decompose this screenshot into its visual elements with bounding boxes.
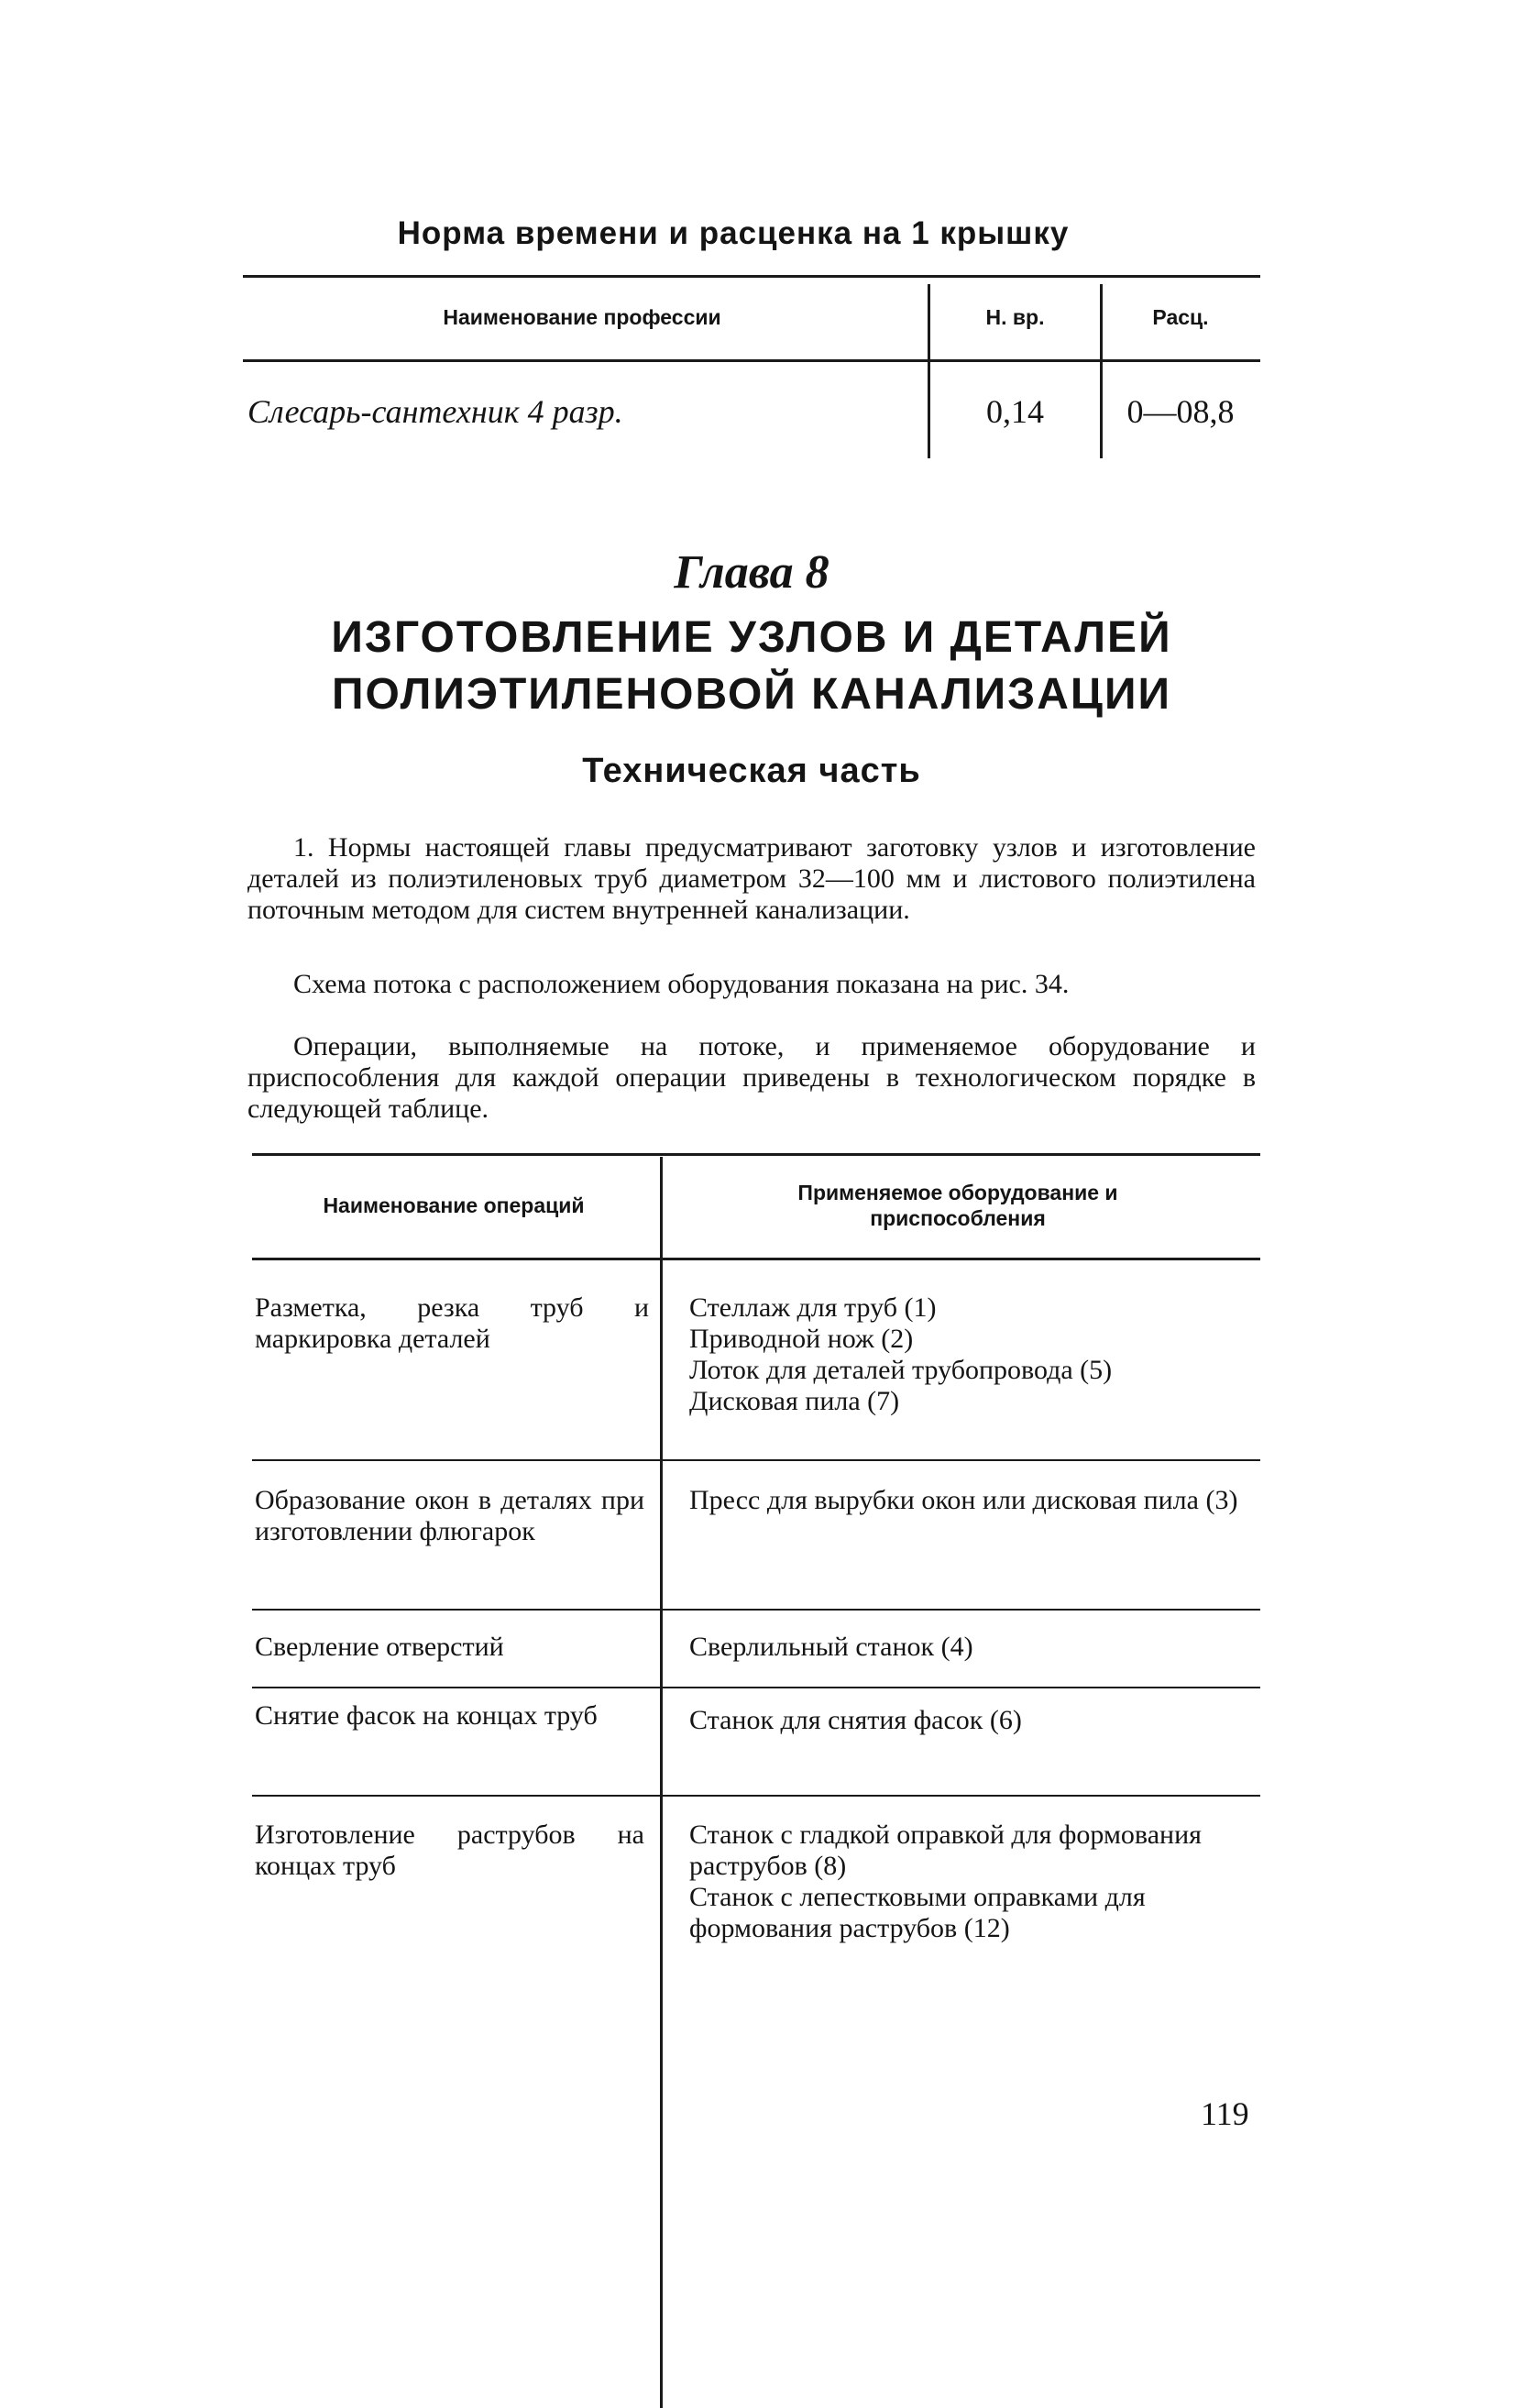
ops-table-header-rule bbox=[252, 1258, 1260, 1260]
ops-row-5-equipment-item: Станок с гладкой оправкой для формования раструбов (8) bbox=[689, 1820, 1202, 1881]
ops-table-top-rule bbox=[252, 1153, 1260, 1156]
norm-cell-profession: Слесарь-сантехник 4 разр. bbox=[247, 393, 623, 430]
paragraph-2: Схема потока с расположением оборудования показана на рис. 34. bbox=[293, 969, 1070, 999]
ops-row-rule bbox=[252, 1459, 1260, 1461]
ops-row-4-equipment bbox=[689, 1705, 1276, 1736]
ops-row-1-equipment-item: Дисковая пила (7) bbox=[689, 1386, 900, 1416]
ops-row-5-equipment bbox=[689, 1820, 1258, 1944]
ops-row-2-equipment-item: Пресс для вырубки окон или дисковая пила (3) bbox=[689, 1485, 1238, 1515]
paragraph-1: 1. Нормы настоящей главы предусматривают заготовку узлов и изготовление деталей из полиэтиленовых труб диаметром 32—100 мм и листового полиэтилена поточным методом для систем внутренней канализации. bbox=[247, 832, 1256, 925]
ops-header-equipment: Применяемое оборудование и приспособления bbox=[797, 1181, 1118, 1230]
chapter-title bbox=[243, 610, 1260, 723]
norm-header-time: Н. вр. bbox=[985, 305, 1045, 329]
ops-row-2-operation: Образование окон в деталях при изготовлении флюгарок bbox=[255, 1485, 644, 1546]
norm-cell-time: 0,14 bbox=[986, 393, 1044, 430]
norm-header-rate: Расц. bbox=[1152, 305, 1209, 329]
ops-table-col-divider bbox=[660, 1157, 663, 2408]
norm-cell-rate: 0—08,8 bbox=[1126, 393, 1235, 430]
ops-row-1-equipment-item: Приводной нож (2) bbox=[689, 1324, 914, 1354]
norm-table-top-rule bbox=[243, 275, 1260, 278]
ops-row-1-equipment bbox=[689, 1292, 1276, 1417]
norm-table-header-rule bbox=[243, 359, 1260, 362]
ops-row-5-operation: Изготовление раструбов на концах труб bbox=[255, 1820, 644, 1881]
ops-row-5-equipment-item: Станок с лепестковыми оправками для формования раструбов (12) bbox=[689, 1882, 1146, 1943]
page-number: 119 bbox=[1201, 2095, 1249, 2132]
ops-row-1-equipment-item: Лоток для деталей трубопровода (5) bbox=[689, 1355, 1113, 1385]
ops-row-1-operation: Разметка, резка труб и маркировка деталей bbox=[255, 1292, 649, 1354]
chapter-label: Глава 8 bbox=[674, 546, 829, 599]
ops-row-3-equipment-item: Сверлильный станок (4) bbox=[689, 1632, 973, 1662]
ops-row-rule bbox=[252, 1795, 1260, 1797]
ops-row-rule bbox=[252, 1687, 1260, 1688]
ops-header-operation: Наименование операций bbox=[323, 1193, 585, 1217]
ops-row-1-equipment-item: Стеллаж для труб (1) bbox=[689, 1292, 937, 1323]
ops-row-4-equipment-item: Станок для снятия фасок (6) bbox=[689, 1705, 1022, 1735]
chapter-title-line-1: ИЗГОТОВЛЕНИЕ УЗЛОВ И ДЕТАЛЕЙ bbox=[331, 613, 1172, 662]
ops-row-2-equipment bbox=[689, 1485, 1258, 1516]
ops-row-3-equipment bbox=[689, 1632, 1276, 1663]
ops-row-3-operation: Сверление отверстий bbox=[255, 1632, 504, 1662]
paragraph-3: Операции, выполняемые на потоке, и применяемое оборудование и приспособления для каждой операции приведены в технологическом порядке в следующей таблице. bbox=[247, 1031, 1256, 1124]
norm-table-title: Норма времени и расценка на 1 крышку bbox=[397, 215, 1070, 251]
section-subheading: Техническая часть bbox=[582, 752, 921, 790]
ops-row-4-operation: Снятие фасок на концах труб bbox=[255, 1700, 598, 1731]
chapter-title-line-2: ПОЛИЭТИЛЕНОВОЙ КАНАЛИЗАЦИИ bbox=[332, 670, 1171, 719]
norm-header-profession: Наименование профессии bbox=[443, 305, 721, 329]
ops-row-rule bbox=[252, 1609, 1260, 1611]
